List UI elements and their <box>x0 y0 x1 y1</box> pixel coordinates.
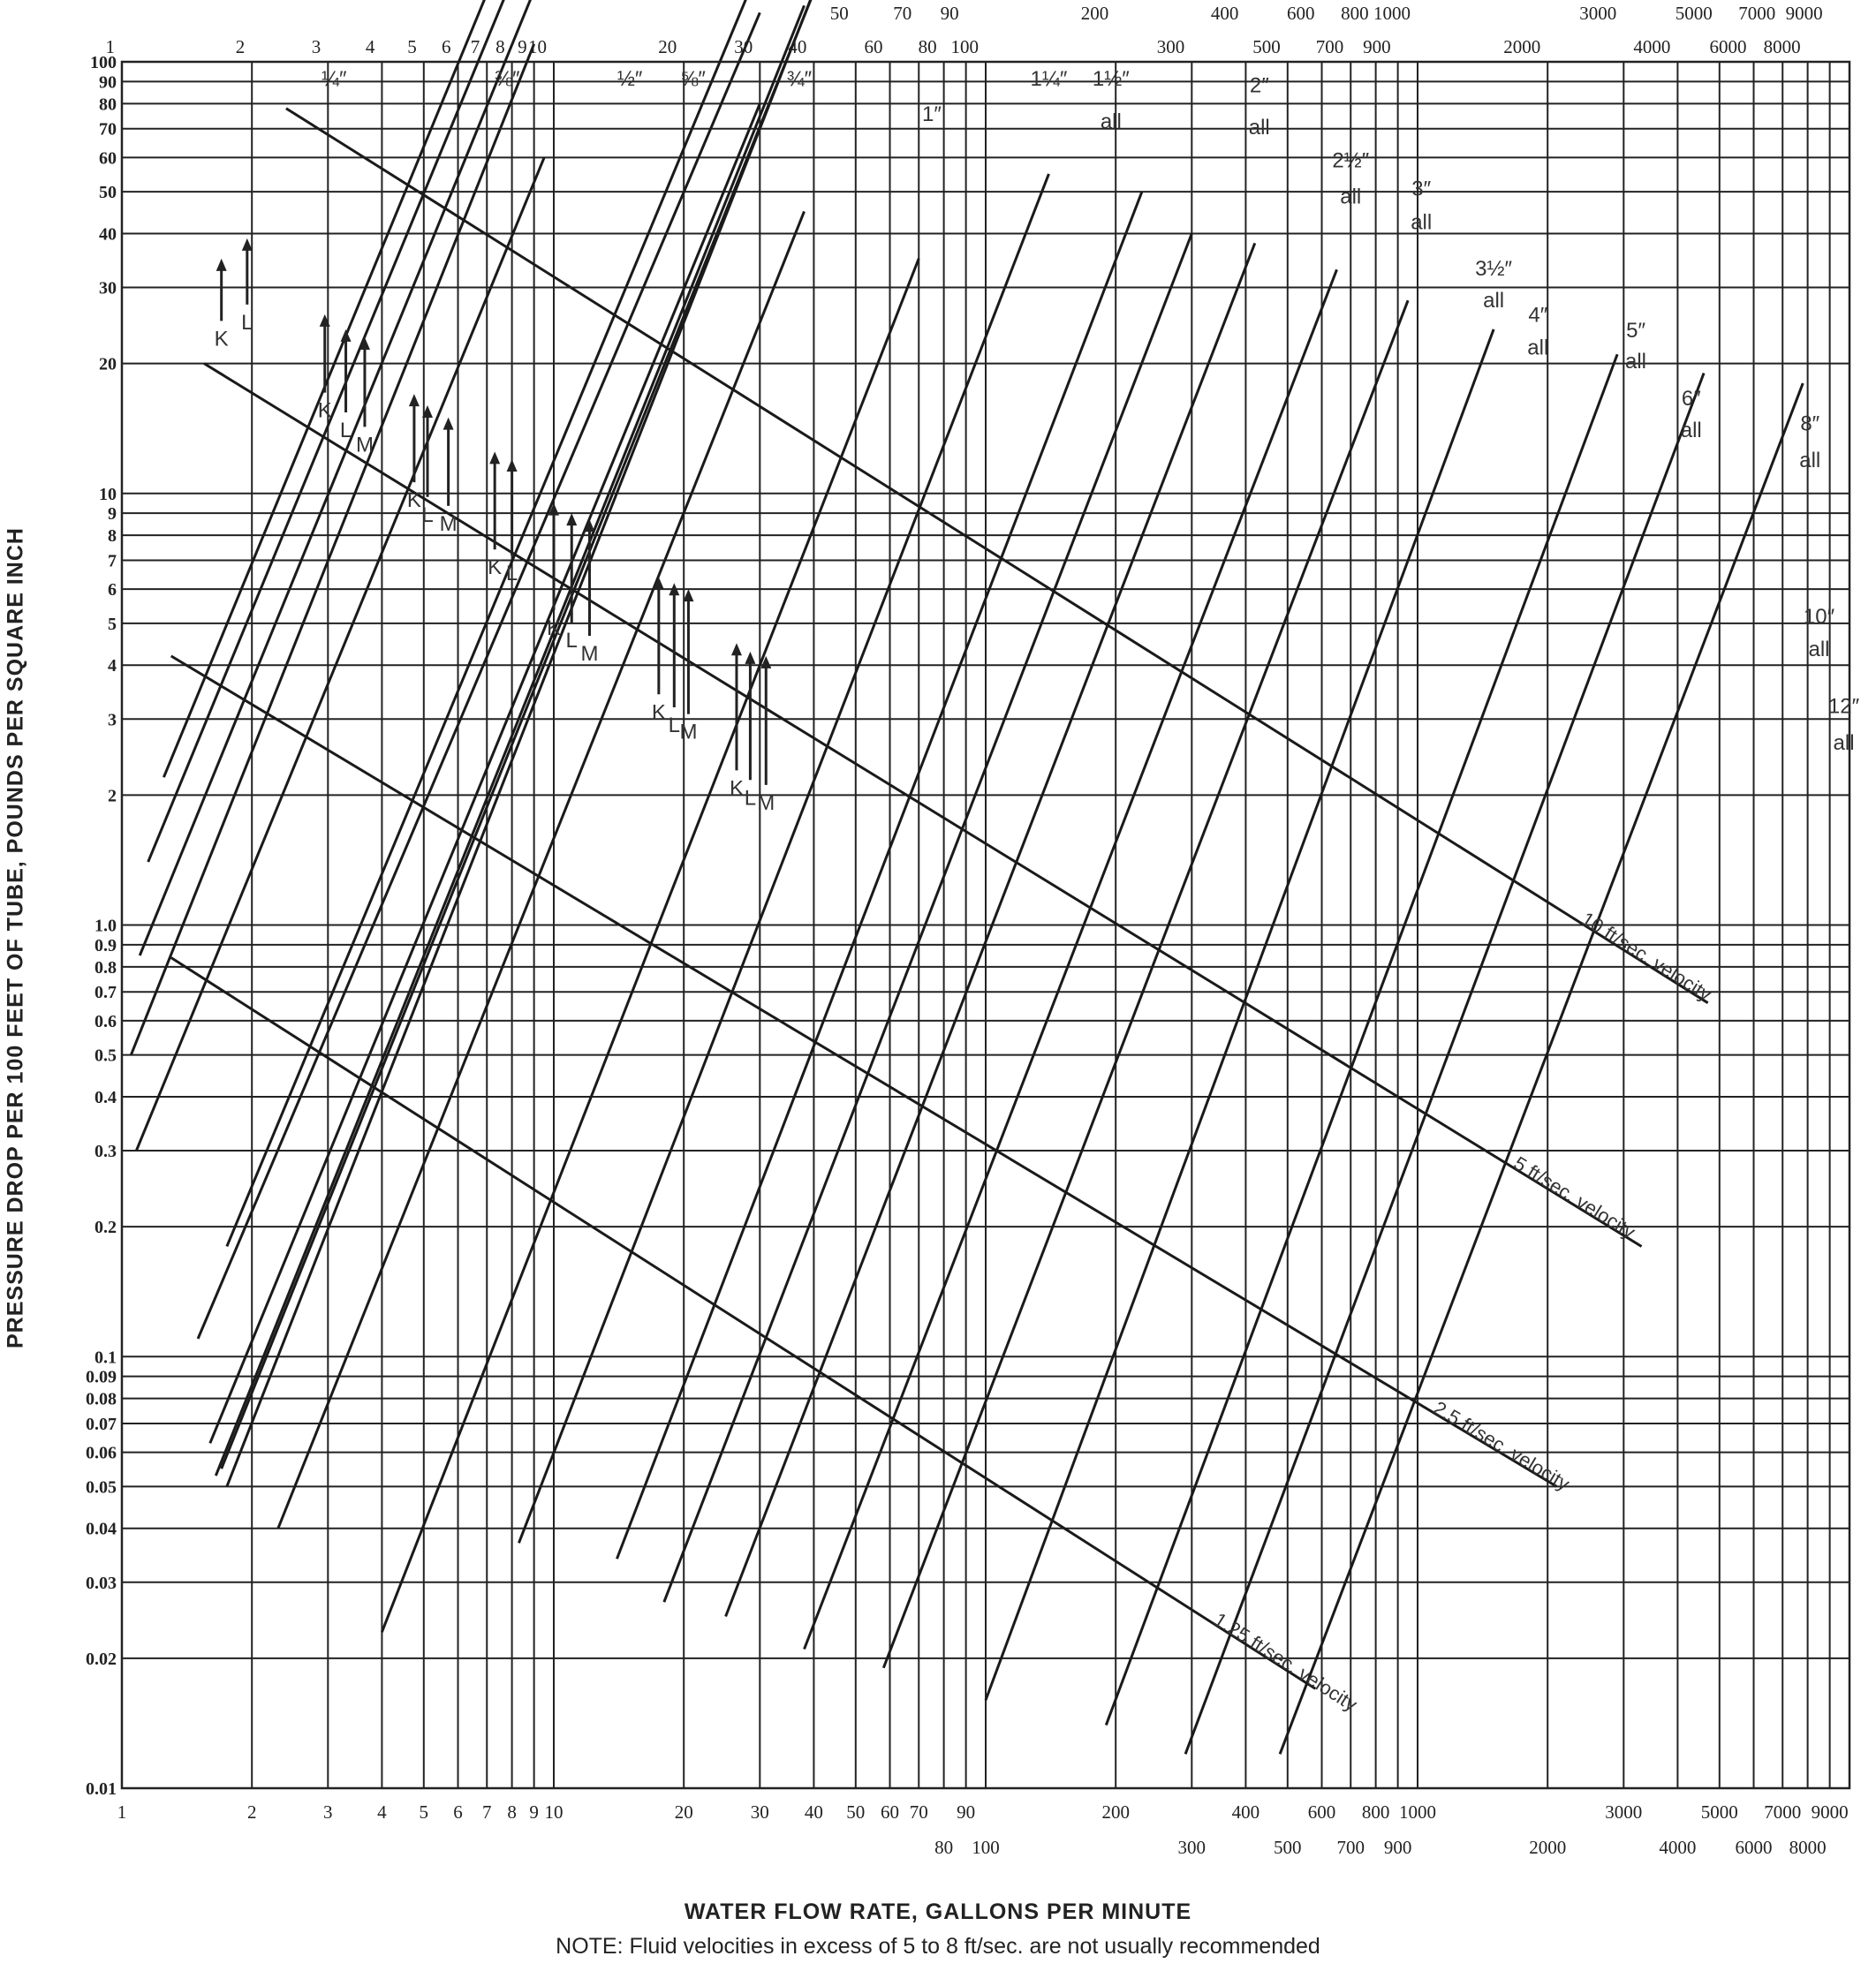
pipe-size-label: 5″ <box>1626 318 1645 343</box>
x-tick-label-top: 60 <box>864 36 883 57</box>
y-tick-label: 60 <box>99 148 117 169</box>
y-tick-label: 40 <box>99 224 117 245</box>
x-tick-label-bottom: 3000 <box>1605 1801 1643 1823</box>
x-tick-label-bottom: 700 <box>1336 1837 1365 1858</box>
type-marker-label: L <box>505 561 518 585</box>
x-tick-label-bottom: 10 <box>544 1801 564 1823</box>
pipe-size-line <box>518 174 1048 1543</box>
y-tick-label: 0.3 <box>95 1142 117 1162</box>
x-axis-title: WATER FLOW RATE, GALLONS PER MINUTE <box>684 1899 1192 1924</box>
velocity-line <box>171 958 1316 1689</box>
y-tick-label: 0.02 <box>86 1649 117 1669</box>
type-marker-label: M <box>757 790 775 815</box>
pipe-size-line <box>140 0 549 955</box>
x-tick-label-bottom: 300 <box>1177 1837 1207 1858</box>
x-tick-label-top: 5000 <box>1675 3 1713 24</box>
pipe-size-label: 1½″ <box>1092 67 1130 92</box>
pipe-size-label: all <box>1411 210 1433 235</box>
x-tick-label-top: 90 <box>940 3 959 24</box>
y-tick-label: 0.8 <box>95 957 117 978</box>
y-tick-label: 80 <box>99 94 117 115</box>
pipe-size-label: ¼″ <box>321 67 347 92</box>
y-tick-label: 0.07 <box>86 1414 117 1434</box>
pipe-size-label: 3½″ <box>1475 256 1513 281</box>
velocity-line-label: 5 ft/sec. velocity <box>1509 1152 1639 1243</box>
pipe-size-line <box>1185 374 1704 1755</box>
x-tick-label-bottom: 90 <box>957 1801 976 1823</box>
x-tick-label-bottom: 2 <box>246 1801 257 1823</box>
x-tick-label-bottom: 60 <box>881 1801 900 1823</box>
x-tick-label-bottom: 6 <box>453 1801 463 1823</box>
type-marker-label: K <box>317 398 332 423</box>
pipe-size-label: 10″ <box>1803 604 1835 629</box>
x-tick-label-top: 9000 <box>1785 3 1823 24</box>
x-tick-label-top: 7 <box>470 36 480 57</box>
y-tick-label: 9 <box>108 504 117 525</box>
x-tick-label-top: 1000 <box>1373 3 1411 24</box>
y-tick-label: 0.2 <box>95 1218 117 1238</box>
x-tick-label-top: 9 <box>518 36 527 57</box>
x-tick-label-top: 500 <box>1252 36 1281 57</box>
pipe-size-label: all <box>1680 419 1702 443</box>
pipe-size-label: ⅜″ <box>494 67 520 92</box>
x-tick-label-top: 40 <box>788 36 807 57</box>
type-marker-label: M <box>679 720 698 744</box>
y-tick-label: 0.01 <box>86 1779 117 1799</box>
y-tick-label: 6 <box>108 580 117 600</box>
pipe-size-label: all <box>1483 288 1505 313</box>
y-tick-label: 0.03 <box>86 1573 117 1593</box>
pipe-size-line <box>805 269 1337 1649</box>
x-tick-label-top: 2000 <box>1503 36 1541 57</box>
pipe-size-line <box>617 192 1141 1559</box>
type-marker-arrowhead <box>745 652 755 664</box>
pipe-size-label: 6″ <box>1681 386 1701 411</box>
type-marker-arrowhead <box>341 329 352 342</box>
x-tick-label-top: 6 <box>442 36 451 57</box>
x-tick-label-bottom: 800 <box>1361 1801 1390 1823</box>
x-tick-label-bottom: 9 <box>529 1801 539 1823</box>
y-tick-label: 0.04 <box>86 1519 117 1539</box>
type-marker-arrowhead <box>566 513 577 525</box>
pipe-size-label: 2″ <box>1249 73 1269 98</box>
pipe-size-label: 4″ <box>1528 303 1548 328</box>
pipe-size-label: 1¼″ <box>1030 67 1068 92</box>
type-marker-arrowhead <box>507 459 518 472</box>
x-tick-label-top: 20 <box>658 36 677 57</box>
type-marker-label: M <box>580 642 599 667</box>
type-marker-label: L <box>668 713 680 737</box>
type-marker-label: L <box>241 310 253 335</box>
y-tick-label: 20 <box>99 354 117 374</box>
y-tick-label: 0.4 <box>95 1087 117 1107</box>
pipe-size-label: 1″ <box>921 102 942 126</box>
y-tick-label: 50 <box>99 183 117 203</box>
x-tick-label-top: 80 <box>918 36 937 57</box>
type-marker-label: L <box>565 629 578 653</box>
type-marker-arrowhead <box>443 418 454 430</box>
x-tick-label-bottom: 7 <box>482 1801 492 1823</box>
y-tick-label: 3 <box>108 710 117 730</box>
x-tick-label-bottom: 20 <box>674 1801 693 1823</box>
type-marker-arrowhead <box>242 238 253 251</box>
y-tick-label: 4 <box>108 656 117 676</box>
y-tick-label: 1.0 <box>95 916 117 936</box>
x-tick-label-top: 200 <box>1080 3 1109 24</box>
x-tick-label-bottom: 4 <box>377 1801 387 1823</box>
pipe-size-line <box>664 233 1191 1602</box>
pipe-size-label: all <box>1340 185 1362 209</box>
type-marker-label: M <box>355 433 374 457</box>
type-marker-label: L <box>339 419 352 443</box>
x-tick-label-bottom: 400 <box>1231 1801 1260 1823</box>
type-marker-arrowhead <box>216 259 227 271</box>
x-tick-label-bottom: 200 <box>1101 1801 1130 1823</box>
type-marker-label: K <box>729 776 744 801</box>
pipe-size-label: 8″ <box>1800 412 1820 436</box>
type-marker-label: L <box>744 786 757 811</box>
y-tick-label: 0.09 <box>86 1367 117 1387</box>
pipe-size-label: all <box>1808 637 1830 661</box>
pipe-size-label: 12″ <box>1827 694 1860 719</box>
velocity-line-label: 10 ft/sec. velocity <box>1577 907 1716 1006</box>
type-marker-label: K <box>546 616 562 641</box>
chart-labels <box>86 3 1860 1858</box>
x-tick-label-top: 400 <box>1210 3 1239 24</box>
y-tick-label: 0.9 <box>95 935 117 955</box>
x-tick-label-top: 900 <box>1363 36 1391 57</box>
y-tick-label: 0.5 <box>95 1046 117 1066</box>
x-tick-label-bottom: 5 <box>419 1801 429 1823</box>
pipe-size-line <box>726 243 1255 1616</box>
x-tick-label-top: 100 <box>950 36 979 57</box>
x-tick-label-bottom: 8000 <box>1789 1837 1827 1858</box>
x-tick-label-bottom: 4000 <box>1659 1837 1697 1858</box>
type-marker-arrowhead <box>409 394 420 406</box>
pipe-size-line <box>131 44 533 1055</box>
pipe-size-label: all <box>1527 336 1549 360</box>
x-tick-label-top: 800 <box>1341 3 1369 24</box>
x-tick-label-top: 8000 <box>1763 36 1801 57</box>
x-tick-label-top: 3000 <box>1579 3 1617 24</box>
x-tick-label-top: 4000 <box>1633 36 1671 57</box>
x-tick-label-bottom: 50 <box>846 1801 866 1823</box>
y-tick-label: 10 <box>99 484 117 504</box>
x-tick-label-bottom: 40 <box>804 1801 823 1823</box>
x-tick-label-top: 30 <box>734 36 753 57</box>
type-marker-arrowhead <box>731 643 742 655</box>
x-tick-label-top: 50 <box>829 3 849 24</box>
velocity-line-label: 2.5 ft/sec. velocity <box>1429 1396 1574 1495</box>
x-tick-label-top: 8 <box>495 36 505 57</box>
y-tick-label: 0.05 <box>86 1477 117 1498</box>
x-tick-label-bottom: 6000 <box>1735 1837 1773 1858</box>
type-marker-label: K <box>651 700 666 725</box>
x-tick-label-bottom: 30 <box>750 1801 769 1823</box>
type-marker-label: K <box>488 555 503 580</box>
x-tick-label-top: 10 <box>528 36 547 57</box>
x-tick-label-top: 700 <box>1315 36 1344 57</box>
y-tick-label: 0.08 <box>86 1389 117 1409</box>
y-axis-title: PRESSURE DROP PER 100 FEET OF TUBE, POUNDS PER SQUARE INCH <box>3 527 28 1348</box>
x-tick-label-bottom: 500 <box>1274 1837 1302 1858</box>
x-tick-label-top: 2 <box>235 36 246 57</box>
y-tick-label: 8 <box>108 526 117 547</box>
y-tick-label: 70 <box>99 119 117 140</box>
x-tick-label-bottom: 3 <box>323 1801 333 1823</box>
y-tick-label: 2 <box>108 786 117 806</box>
pipe-size-label: all <box>1248 115 1270 140</box>
pipe-size-label: all <box>1625 349 1647 374</box>
x-tick-label-top: 6000 <box>1709 36 1747 57</box>
pipe-size-label: 2½″ <box>1332 148 1370 173</box>
y-tick-label: 5 <box>108 614 117 634</box>
y-tick-label: 0.6 <box>95 1011 117 1031</box>
y-tick-label: 0.1 <box>95 1348 117 1368</box>
pipe-size-label: 3″ <box>1411 177 1432 201</box>
pipe-size-line <box>278 211 805 1528</box>
y-tick-label: 90 <box>99 72 117 93</box>
x-tick-label-top: 70 <box>893 3 912 24</box>
chart-note: NOTE: Fluid velocities in excess of 5 to 8 ft/sec. are not usually recommended <box>556 1934 1320 1959</box>
x-tick-label-bottom: 5000 <box>1700 1801 1738 1823</box>
x-tick-label-bottom: 1 <box>117 1801 127 1823</box>
y-tick-label: 0.06 <box>86 1443 117 1463</box>
x-tick-label-bottom: 600 <box>1307 1801 1336 1823</box>
type-marker-label: M <box>439 511 458 536</box>
pipe-size-label: all <box>1100 110 1122 134</box>
x-tick-label-bottom: 70 <box>909 1801 928 1823</box>
type-marker-label: K <box>214 327 229 351</box>
x-tick-label-top: 600 <box>1287 3 1315 24</box>
x-tick-label-top: 300 <box>1156 36 1185 57</box>
velocity-line-label: 1.25 ft/sec. velocity <box>1210 1608 1362 1716</box>
pipe-size-label: all <box>1799 449 1821 473</box>
x-tick-label-bottom: 80 <box>934 1837 954 1858</box>
pipe-size-label: ¾″ <box>786 67 813 92</box>
type-marker-arrowhead <box>489 451 500 464</box>
type-marker-label: L <box>421 502 434 527</box>
y-tick-label: 0.7 <box>95 983 117 1003</box>
x-tick-label-bottom: 7000 <box>1764 1801 1802 1823</box>
y-tick-label: 7 <box>108 551 117 571</box>
pipe-size-label: ⅝″ <box>680 67 706 92</box>
x-tick-label-top: 3 <box>311 36 321 57</box>
x-tick-label-bottom: 2000 <box>1529 1837 1567 1858</box>
x-tick-label-top: 4 <box>365 36 375 57</box>
x-tick-label-top: 1 <box>105 36 115 57</box>
x-tick-label-top: 5 <box>407 36 417 57</box>
x-tick-label-bottom: 9000 <box>1811 1801 1849 1823</box>
pipe-size-label: all <box>1833 730 1855 755</box>
x-tick-label-bottom: 900 <box>1383 1837 1412 1858</box>
pipe-size-label: ½″ <box>617 67 643 92</box>
y-tick-label: 30 <box>99 278 117 298</box>
type-marker-arrowhead <box>683 589 693 601</box>
x-tick-label-bottom: 1000 <box>1399 1801 1436 1823</box>
y-tick-label: 100 <box>90 53 117 72</box>
x-tick-label-top: 7000 <box>1738 3 1776 24</box>
x-tick-label-bottom: 8 <box>507 1801 517 1823</box>
type-marker-label: K <box>406 488 421 513</box>
x-tick-label-bottom: 100 <box>972 1837 1000 1858</box>
